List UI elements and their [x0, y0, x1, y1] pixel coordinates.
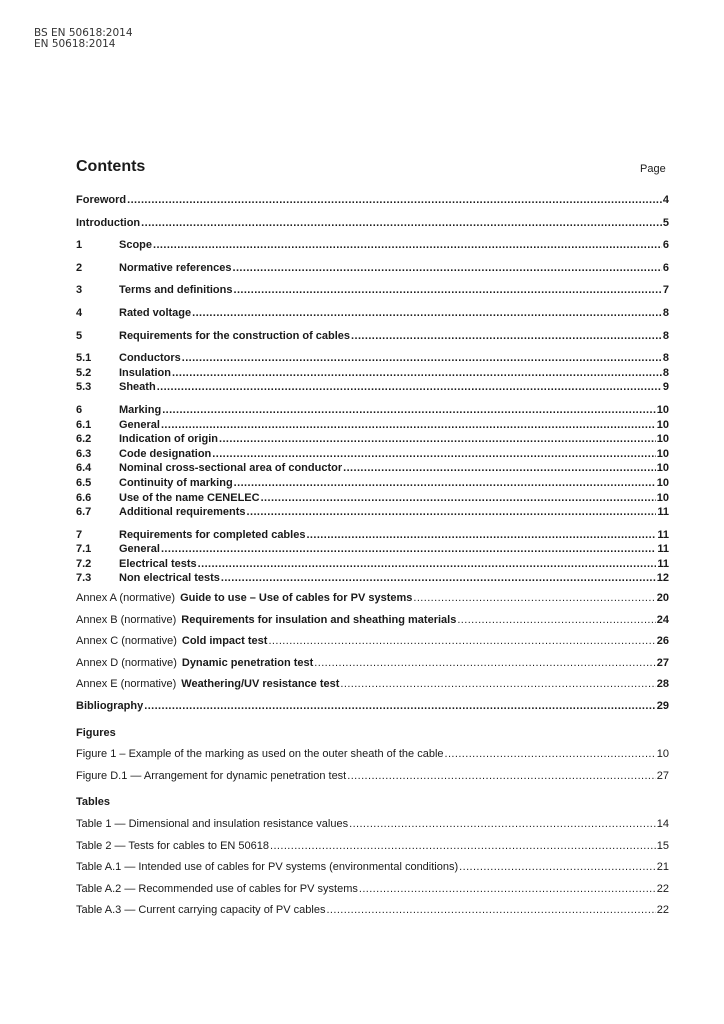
standard-reference-header: BS EN 50618:2014 — [34, 27, 133, 39]
toc-entry-clause-2[interactable]: 2 Normative references ..... 6 — [76, 261, 669, 276]
toc-entry-clause-7[interactable]: 7 Requirements for completed cables ..... 11 — [76, 528, 669, 543]
table-entry[interactable]: Table A.1 — Intended use of cables for PV systems (environmental conditions) ..... 21 — [76, 860, 669, 875]
toc-entry-introduction[interactable]: Introduction ..... 5 — [76, 216, 669, 231]
toc-entry-clause-3[interactable]: 3 Terms and definitions ..... 7 — [76, 283, 669, 298]
tables-heading: Tables — [76, 796, 111, 809]
toc-entry-clause-6-2[interactable]: 6.2 Indication of origin ..... 10 — [76, 432, 669, 447]
toc-entry-clause-4[interactable]: 4 Rated voltage ..... 8 — [76, 306, 669, 321]
toc-entry-clause-6-7[interactable]: 6.7 Additional requirements ..... 11 — [76, 505, 669, 520]
figures-heading: Figures — [76, 726, 116, 739]
standard-reference-subheader: EN 50618:2014 — [34, 38, 116, 50]
toc-entry-clause-5[interactable]: 5 Requirements for the construction of cables ..... 8 — [76, 329, 669, 344]
figure-entry[interactable]: Figure 1 – Example of the marking as used on the outer sheath of the cable ..... 10 — [76, 747, 669, 762]
toc-entry-clause-5-3[interactable]: 5.3 Sheath ..... 9 — [76, 380, 669, 395]
toc-entry-foreword[interactable]: Foreword ..... 4 — [76, 193, 669, 208]
table-entry[interactable]: Table 2 — Tests for cables to EN 50618 ..... 15 — [76, 839, 669, 854]
figure-entry[interactable]: Figure D.1 — Arrangement for dynamic penetration test ..... 27 — [76, 769, 669, 784]
toc-entry-clause-7-3[interactable]: 7.3 Non electrical tests ..... 12 — [76, 571, 669, 586]
toc-entry-clause-6-5[interactable]: 6.5 Continuity of marking ..... 10 — [76, 476, 669, 491]
toc-entry-clause-6-4[interactable]: 6.4 Nominal cross-sectional area of conductor ..... 10 — [76, 461, 669, 476]
toc-entry-clause-6-3[interactable]: 6.3 Code designation ..... 10 — [76, 447, 669, 462]
table-entry[interactable]: Table A.3 — Current carrying capacity of PV cables ..... 22 — [76, 903, 669, 918]
toc-entry-clause-7-1[interactable]: 7.1 General ..... 11 — [76, 542, 669, 557]
toc-entry-clause-1[interactable]: 1 Scope ..... 6 — [76, 238, 669, 253]
toc-entry-clause-6[interactable]: 6 Marking ..... 10 — [76, 403, 669, 418]
toc-entry-clause-6-6[interactable]: 6.6 Use of the name CENELEC ..... 10 — [76, 491, 669, 506]
toc-entry-clause-5-2[interactable]: 5.2 Insulation ..... 8 — [76, 366, 669, 381]
toc-entry-annex-c[interactable]: Annex C (normative) Cold impact test ..... 26 — [76, 634, 669, 649]
toc-entry-annex-e[interactable]: Annex E (normative) Weathering/UV resistance test ..... 28 — [76, 677, 669, 692]
toc-entry-clause-7-2[interactable]: 7.2 Electrical tests ..... 11 — [76, 557, 669, 572]
table-of-contents — [76, 193, 669, 918]
toc-entry-annex-b[interactable]: Annex B (normative) Requirements for insulation and sheathing materials ..... 24 — [76, 613, 669, 628]
toc-entry-clause-5-1[interactable]: 5.1 Conductors ..... 8 — [76, 351, 669, 366]
toc-entry-clause-6-1[interactable]: 6.1 General ..... 10 — [76, 418, 669, 433]
table-entry[interactable]: Table A.2 — Recommended use of cables for PV systems ..... 22 — [76, 882, 669, 897]
toc-entry-bibliography[interactable]: Bibliography ..... 29 — [76, 699, 669, 714]
toc-entry-annex-d[interactable]: Annex D (normative) Dynamic penetration test ..... 27 — [76, 656, 669, 671]
toc-entry-annex-a[interactable]: Annex A (normative) Guide to use – Use of cables for PV systems ..... 20 — [76, 591, 669, 606]
contents-title: Contents — [76, 158, 146, 175]
page-column-label: Page — [640, 163, 666, 175]
table-entry[interactable]: Table 1 — Dimensional and insulation resistance values ..... 14 — [76, 817, 669, 832]
